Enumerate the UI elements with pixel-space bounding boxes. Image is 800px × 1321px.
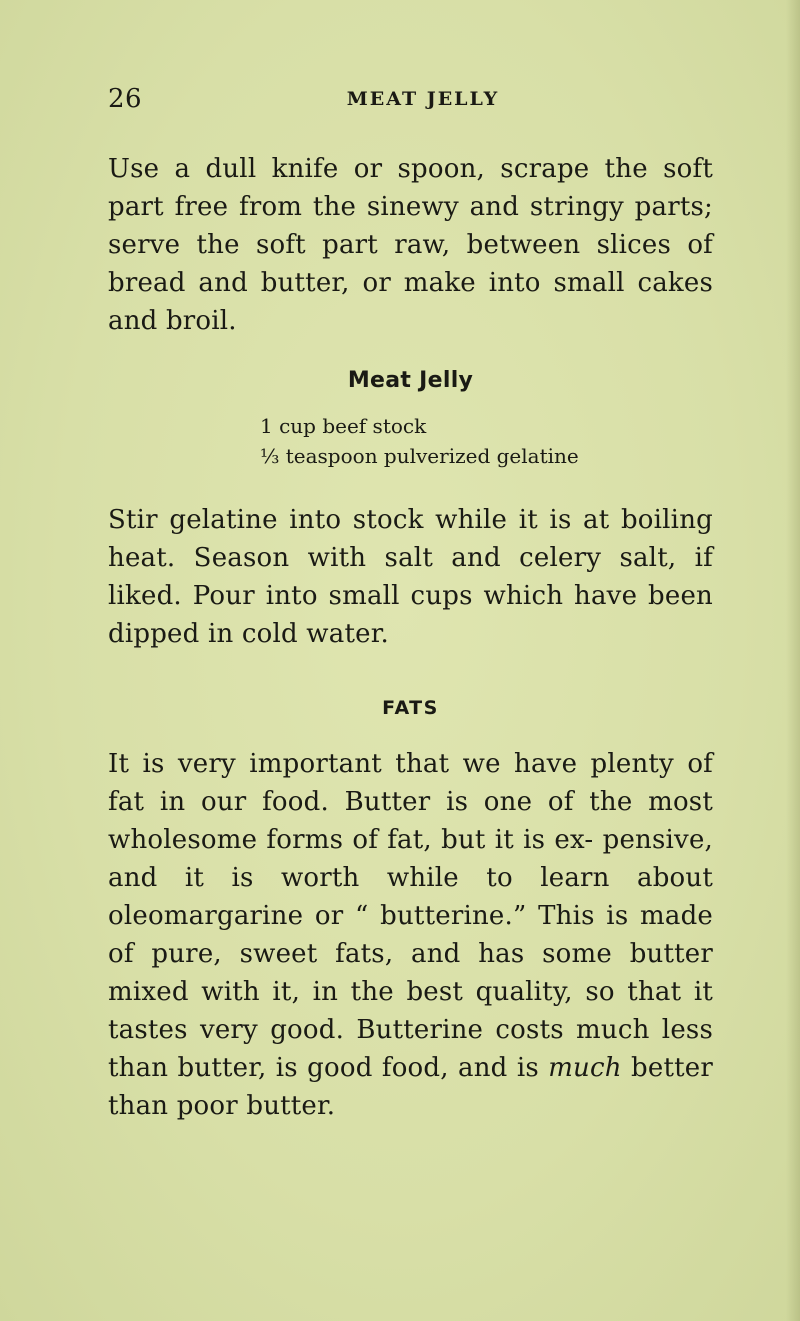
running-head: MEAT JELLY	[346, 88, 500, 110]
page-header	[108, 84, 718, 124]
page-content	[108, 150, 713, 1125]
ingredient-list	[108, 411, 713, 471]
page-edge-shadow	[786, 0, 800, 1321]
section-title: FATS	[382, 697, 439, 719]
recipe-directions: Stir gelatine into stock while it is at boiling heat. Season with salt and celery salt, if liked. Pour into small cups which have been dipped in cold water.	[108, 505, 713, 649]
recipe-title: Meat Jelly	[347, 368, 474, 393]
page-number: 26	[108, 84, 143, 114]
ingredient-item: 1 cup beef stock	[260, 414, 427, 438]
intro-paragraph: Use a dull knife or spoon, scrape the soft part free from the sinewy and stringy parts; serve the soft part raw, between slices of bread and butter, or make into small cakes and broil.	[108, 154, 713, 336]
fats-text-end: better than poor butter.	[108, 1053, 713, 1121]
fats-paragraph	[108, 745, 713, 1125]
fats-text: It is very important that we have plenty of fat in our food. Butter is one of the most wholesome forms of fat, but it is ex- pensive, and it is worth while to learn about oleomargarine or “ butterine.” This is made of pure, sweet fats, and has some butter mixed with it, in the best quality, so that it tastes very good. Butterine costs much less than butter, is good food, and is	[108, 749, 713, 1083]
ingredient-item: ⅓ teaspoon pulverized gelatine	[260, 444, 579, 468]
emphasis-text: much	[548, 1053, 622, 1083]
